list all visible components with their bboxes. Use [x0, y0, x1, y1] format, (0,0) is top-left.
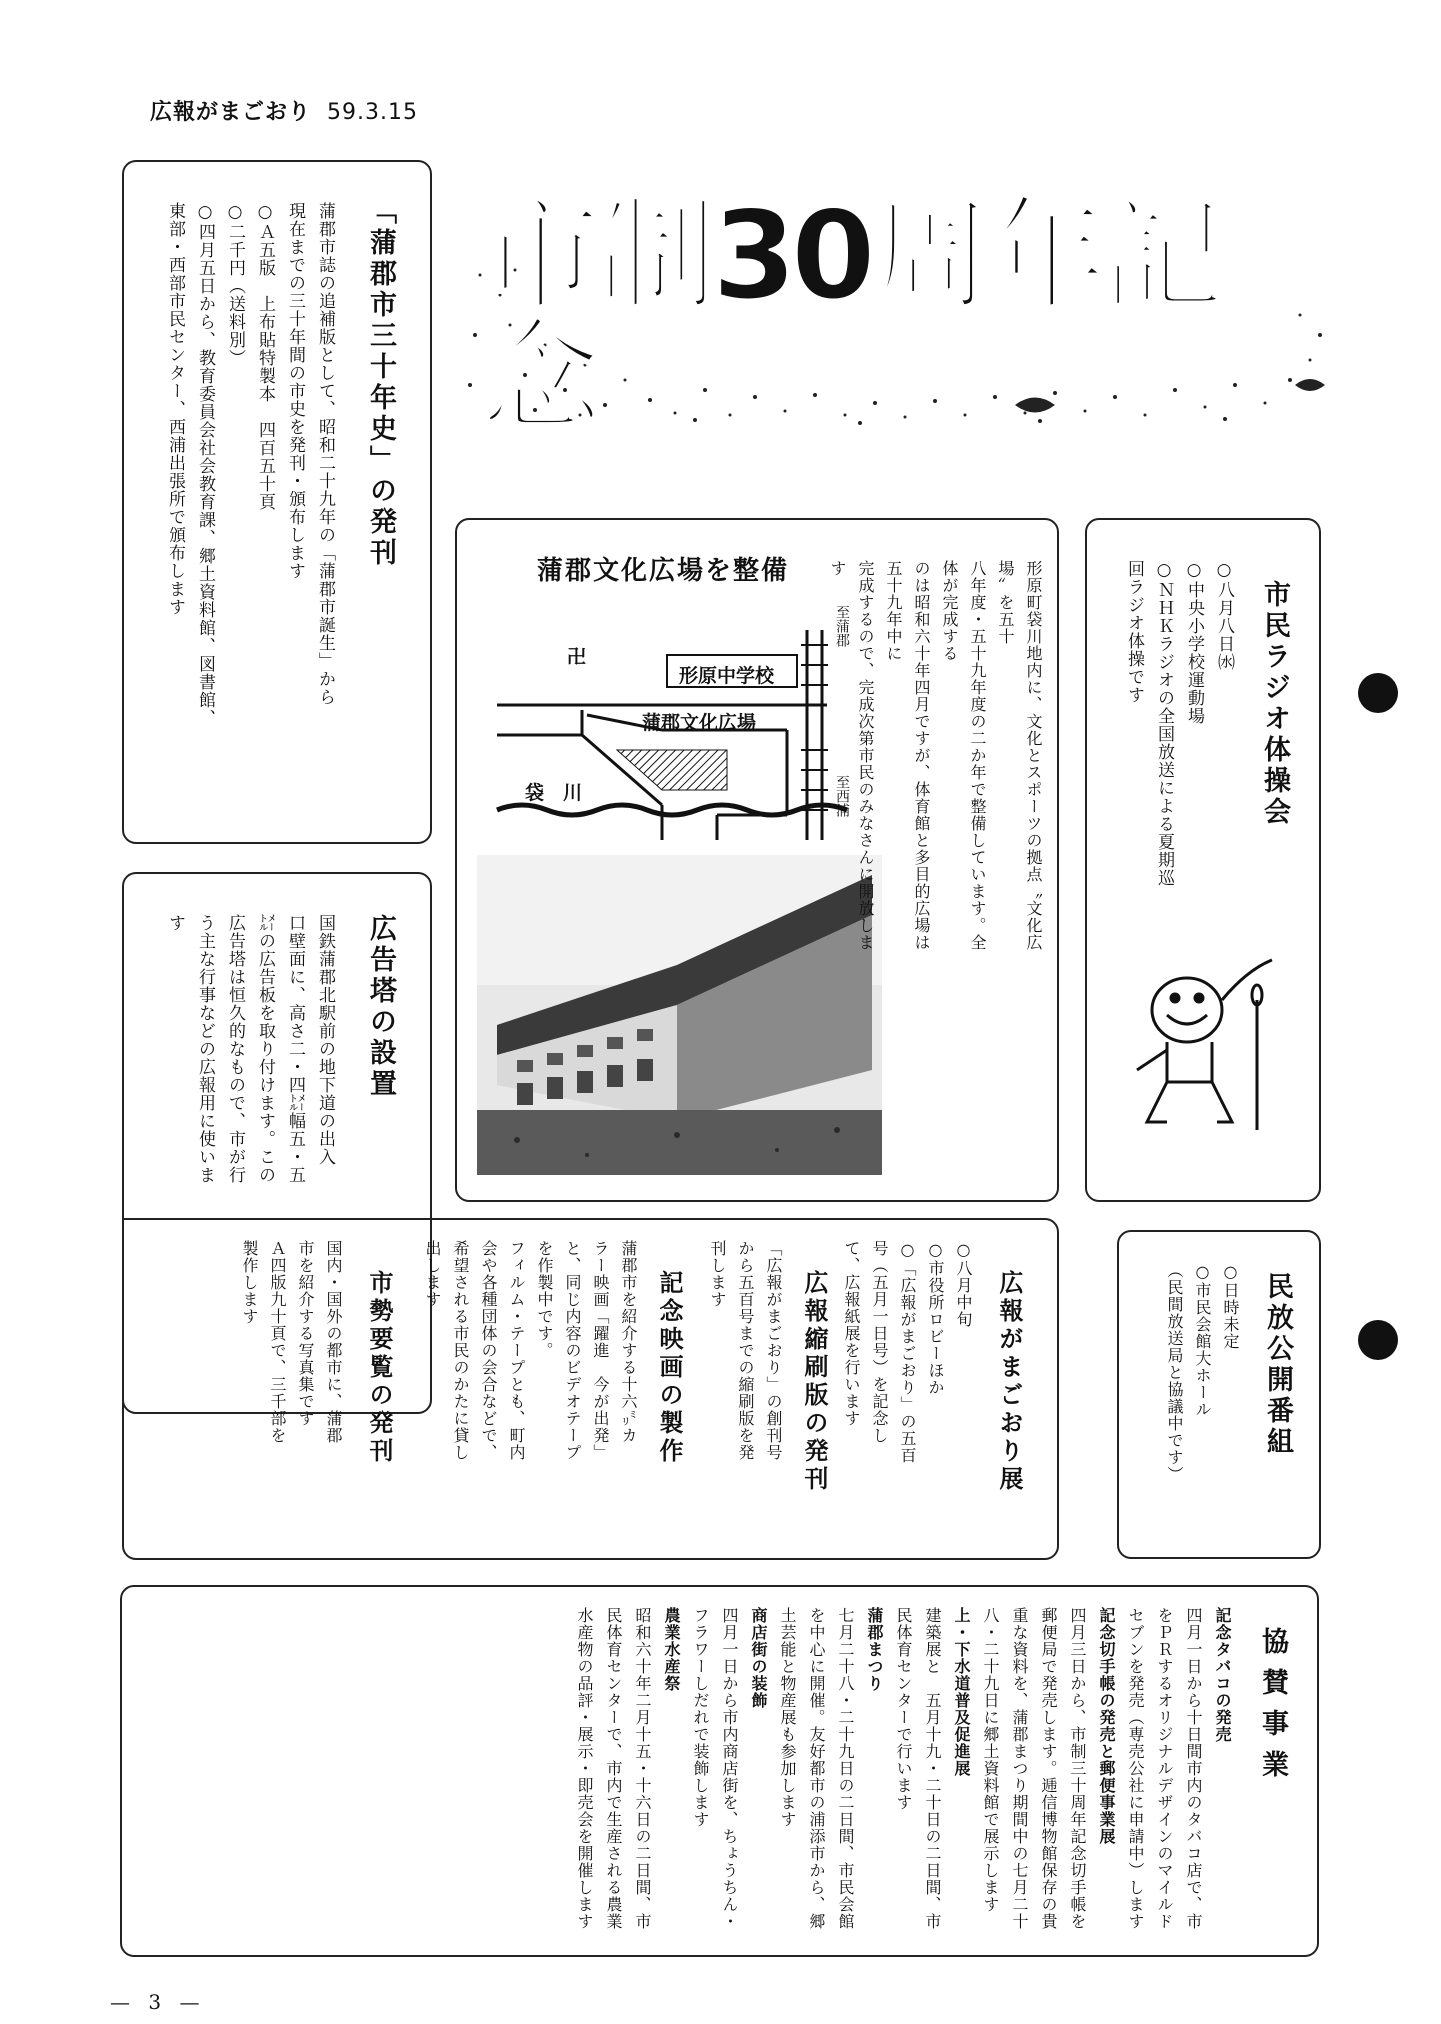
broadcast-line: ○日時未定	[1221, 1262, 1240, 1350]
broadcast-line: ○市民会館大ホール	[1193, 1262, 1212, 1418]
exercise-mascot-illustration	[1127, 940, 1287, 1140]
sponsor-text: 建築展と 五月十九・二十日の二日間、市民体育センターで行います	[894, 1607, 942, 1930]
plaza-line: 完成するので、完成次第市民のみなさんに開放します	[828, 560, 875, 951]
overview-line: 市を紹介する写真集です	[296, 1240, 315, 1427]
broadcast-box	[1117, 1230, 1321, 1559]
sponsor-text: 昭和六十年二月十五・十六日の二日間、市民体育センターで、市内で生産される農業水産物の品評・展示・即売会を開催します	[575, 1607, 652, 1930]
map-north-label: 至蒲郡	[834, 605, 850, 647]
plaza-caption: 蒲郡文化広場を整備	[537, 556, 790, 586]
tower-title: 広告塔の設置	[365, 914, 396, 1100]
exhibit-line: 号（五月一日号）を記念し	[870, 1240, 889, 1444]
radio-title: 市民ラジオ体操会	[1259, 580, 1290, 828]
plaza-line: 八年度・五十九年度の二か年で整備しています。全体が完成する	[940, 560, 987, 951]
map-river-label: 袋 川	[525, 782, 583, 804]
sponsor-text: 四月一日から市内商店街を、ちょうちん・フラワーしだれで装飾します	[691, 1607, 739, 1930]
publication-title: 広報がまごおり	[150, 100, 312, 125]
history-box	[122, 160, 432, 844]
film-line: 出します	[423, 1240, 442, 1308]
publication-header	[150, 95, 418, 126]
sponsor-body	[570, 1607, 1237, 1942]
history-line: ○Ａ五版 上布貼特製本 四百五十頁	[255, 202, 275, 511]
tower-line: 口壁面に、高さ二・四㍍幅五・五	[285, 914, 305, 1184]
radio-line: ○八月八日㈬	[1214, 560, 1234, 671]
film-body	[418, 1240, 642, 1540]
publication-date: 59.3.15	[327, 100, 418, 125]
history-line: ○四月五日から、教育委員会社会教育課、郷土資料館、図書館、	[195, 202, 215, 727]
film-line: 蒲郡市を紹介する十六㍉カ	[619, 1240, 638, 1444]
reprint-line: 「広報がまごおり」の創刊号	[764, 1240, 783, 1461]
plaza-box	[455, 518, 1059, 1202]
history-line: 蒲郡市誌の追補版として、昭和二十九年の「蒲郡市誕生」から	[315, 202, 335, 706]
binding-hole-top	[1358, 673, 1398, 713]
banner-title: 市制30周年記念	[480, 185, 1218, 449]
sponsor-box	[120, 1585, 1319, 1957]
reprint-body	[703, 1240, 787, 1540]
exhibit-line: て、広報紙展を行います	[842, 1240, 861, 1427]
radio-line: ○中央小学校運動場	[1184, 560, 1204, 725]
overview-body	[235, 1240, 347, 1540]
events-box	[122, 1218, 1059, 1560]
tower-line: 広告塔は恒久的なもので、市が行	[225, 914, 245, 1184]
film-line: ラー映画「躍進 今が出発」	[591, 1240, 610, 1461]
history-line: 現在までの三十年間の市史を発刊・頒布します	[285, 202, 305, 580]
broadcast-line: （民間放送局と協議中です）	[1165, 1262, 1184, 1483]
map-plaza-label: 蒲郡文化広場	[642, 712, 757, 734]
banner	[455, 175, 1330, 449]
history-title: 「蒲郡市三十年史」の発刊	[365, 197, 396, 569]
history-line: 東部・西部市民センター、西浦出張所で頒布します	[165, 202, 185, 616]
history-body	[160, 202, 340, 832]
film-line: フィルム・テープとも、町内	[507, 1240, 526, 1461]
broadcast-title: 民放公開番組	[1262, 1272, 1293, 1458]
map-shrine-label: 卍	[567, 646, 587, 668]
sponsor-heading: 商店街の装飾	[749, 1607, 768, 1709]
sponsor-heading: 蒲郡まつり	[865, 1607, 884, 1692]
plaza-line: のは昭和六十年四月ですが、体育館と多目的広場は五十九年中に	[884, 560, 931, 951]
broadcast-body	[1160, 1262, 1244, 1542]
sponsor-text: 四月三日から、市制三十周年記念切手帳を郵便局で発売します。逓信博物館保存の貴重な資料を、蒲郡まつり期間中の七月二十八・二十九日に郷土資料館で展示します	[981, 1607, 1087, 1930]
history-line: ○二千円（送料別）	[225, 202, 245, 367]
film-title: 記念映画の製作	[655, 1270, 683, 1466]
film-line: 希望される市民のかたに貸し	[451, 1240, 470, 1461]
sponsor-text: 七月二十八・二十九日の二日間、市民会館を中心に開催。友好都市の浦添市から、郷土芸能と物産展も参加します	[778, 1607, 855, 1930]
reprint-title: 広報縮刷版の発刊	[800, 1270, 828, 1494]
sponsor-heading: 農業水産祭	[662, 1607, 681, 1692]
radio-line: ○ＮＨＫラジオの全国放送による夏期巡	[1154, 560, 1174, 887]
exhibit-line: ○市役所ロビーほか	[926, 1240, 945, 1396]
map-school-label: 形原中学校	[679, 665, 775, 687]
reprint-line: から五百号までの縮刷版を発	[736, 1240, 755, 1461]
gymnasium-photo	[477, 855, 882, 1175]
sponsor-heading: 記念タバコの発売	[1213, 1607, 1232, 1743]
film-line: と、同じ内容のビデオテープ	[563, 1240, 582, 1461]
exhibit-title: 広報がまごおり展	[995, 1270, 1023, 1494]
overview-line: 製作します	[240, 1240, 259, 1325]
overview-line: Ａ四版九十頁で、三千部を	[268, 1240, 287, 1444]
film-line: を作製中です。	[535, 1240, 554, 1359]
reprint-line: 刊します	[708, 1240, 727, 1308]
map-south-label: 至西浦	[834, 775, 850, 817]
exhibit-line: ○「広報がまごおり」の五百	[898, 1240, 917, 1464]
sponsor-title: 協賛事業	[1257, 1627, 1288, 1791]
sponsor-text: 四月一日から十日間市内のタバコ店で、市をＰＲするオリジナルデザインのマイルドセブンを発売（専売公社に申請中）します	[1126, 1607, 1203, 1930]
overview-title: 市勢要覧の発刊	[365, 1270, 393, 1466]
film-line: 会や各種団体の会合などで、	[479, 1240, 498, 1461]
tower-line: 国鉄蒲郡北駅前の地下道の出入	[315, 914, 335, 1166]
plaza-line: 形原町袋川地内に、文化とスポーツの拠点〝文化広場〟を五十	[996, 560, 1043, 951]
sponsor-heading: 上・下水道普及促進展	[952, 1607, 971, 1777]
radio-body	[1119, 560, 1239, 890]
exhibit-line: ○八月中旬	[954, 1240, 973, 1328]
tower-line: ㍍の広告板を取り付けます。この	[255, 914, 275, 1184]
overview-line: 国内・国外の都市に、蒲郡	[324, 1240, 343, 1444]
tower-line: す	[165, 914, 185, 932]
radio-line: 回ラジオ体操です	[1124, 560, 1144, 704]
tower-line: う主な行事などの広報用に使いま	[195, 914, 215, 1184]
binding-hole-bottom	[1358, 1320, 1398, 1360]
plaza-body	[823, 560, 1047, 960]
exhibit-body	[837, 1240, 977, 1540]
sponsor-heading: 記念切手帳の発売と郵便事業展	[1097, 1607, 1116, 1845]
page-number: — 3 —	[110, 1990, 206, 2014]
radio-box	[1085, 518, 1321, 1202]
